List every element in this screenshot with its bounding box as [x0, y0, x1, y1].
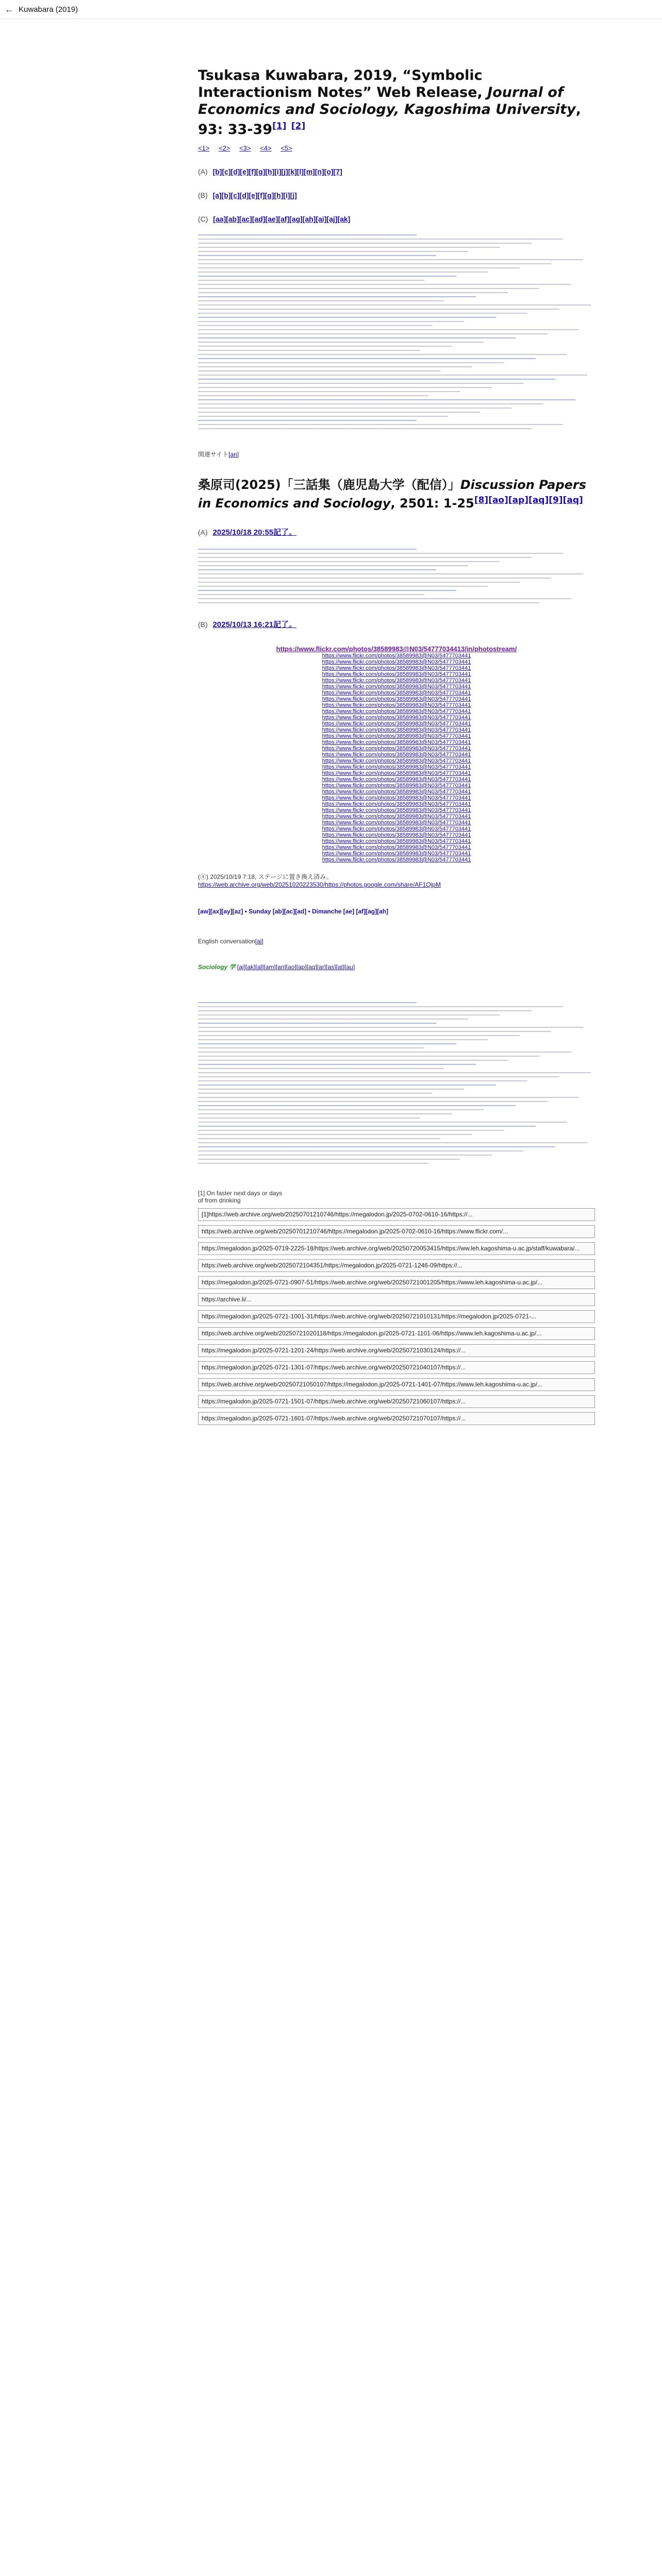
text-line	[198, 317, 496, 318]
date-tag: (B)	[198, 620, 208, 629]
back-arrow-icon[interactable]: ←	[5, 4, 14, 14]
text-line	[198, 573, 583, 574]
archive-box[interactable]: https://megalodon.jp/2025-0721-1201-24/https://web.archive.org/web/20250721030124/https://...	[198, 1344, 595, 1357]
text-line	[198, 565, 468, 566]
section-tag: (B)	[198, 191, 208, 199]
section-a	[198, 167, 595, 176]
text-line	[198, 292, 508, 293]
text-line	[198, 1134, 472, 1135]
flickr-link[interactable]: https://www.flickr.com/photos/38589983@N03/5477703441	[322, 733, 471, 739]
text-line	[198, 1138, 440, 1139]
text-line	[198, 354, 567, 355]
text-line	[198, 383, 523, 384]
text-line	[198, 304, 591, 306]
section-links[interactable]: [aa][ab][ac][ad][ae][af][ag][ah][ai][aj][ak]	[213, 215, 351, 223]
text-line	[198, 1039, 488, 1040]
flickr-link[interactable]: https://www.flickr.com/photos/38589983@N03/5477703441	[322, 776, 471, 783]
journal-name: Journal of Economics and Sociology, Kagoshima University	[198, 84, 576, 117]
dense-text-block	[198, 234, 595, 429]
annotation-sub: of from drinking	[198, 1197, 241, 1204]
flickr-link[interactable]: https://www.flickr.com/photos/38589983@N03/5477703441	[322, 801, 471, 807]
text-line	[198, 321, 464, 322]
text-line	[198, 549, 417, 550]
text-line	[198, 412, 480, 413]
flickr-link-list	[198, 645, 595, 863]
text-line	[198, 1014, 500, 1015]
flickr-head-link[interactable]: https://www.flickr.com/photos/38589983@N03/54777034413/in/photostream/	[276, 645, 517, 653]
text-line	[198, 342, 484, 343]
flickr-link[interactable]: https://www.flickr.com/photos/38589983@N03/5477703441	[322, 857, 471, 863]
text-line	[198, 1023, 436, 1024]
text-line	[198, 1126, 536, 1127]
related-label: 関連サイト	[198, 451, 229, 458]
text-line	[198, 1150, 523, 1151]
related-footnote-link[interactable]: [an]	[228, 451, 239, 458]
nav-link-2[interactable]: <2>	[219, 144, 230, 152]
flickr-link[interactable]: https://www.flickr.com/photos/38589983@N03/5477703441	[322, 832, 471, 838]
chats-line	[198, 908, 595, 915]
text-line	[198, 247, 500, 248]
text-line	[198, 1080, 527, 1081]
archive-box[interactable]: [1]https://web.archive.org/web/20250701210746/https://megalodon.jp/2025-0702-0610-16/https://...	[198, 1208, 595, 1221]
text-line	[198, 399, 575, 400]
text-line	[198, 395, 428, 396]
archive-box[interactable]: https://web.archive.org/web/20250721050107/https://megalodon.jp/2025-0721-1401-07/https://www.leh.kagoshima-u.ac.jp/...	[198, 1378, 595, 1391]
flickr-link[interactable]: https://www.flickr.com/photos/38589983@N03/5477703441	[322, 758, 471, 764]
archive-box[interactable]: https://megalodon.jp/2025-0721-1001-31/https://web.archive.org/web/20250721010131/https://megalodon.jp/2025-0721-...	[198, 1310, 595, 1323]
paper2-journal: Discussion Papers in Economics and Sociology	[198, 478, 587, 511]
sociology-label: Sociology 学	[198, 963, 236, 971]
text-line	[198, 362, 504, 363]
text-line	[198, 590, 456, 591]
footnote-link-2[interactable]: [2]	[291, 121, 306, 131]
flickr-link[interactable]: https://www.flickr.com/photos/38589983@N03/5477703441	[322, 727, 471, 733]
section-links[interactable]: [a][b][c][d][e][f][g][h][i][j]	[212, 191, 297, 199]
text-line	[198, 598, 571, 599]
flickr-link[interactable]: https://www.flickr.com/photos/38589983@N03/5477703441	[322, 665, 471, 671]
text-line	[198, 1047, 424, 1048]
flickr-link[interactable]: https://www.flickr.com/photos/38589983@N03/5477703441	[322, 770, 471, 776]
article-column	[198, 67, 595, 1425]
text-line	[198, 1101, 548, 1102]
date-entry-a	[198, 527, 595, 537]
title-text-a: Tsukasa Kuwabara, 2019, “Symbolic Interactionism Notes” Web Release,	[198, 67, 488, 100]
paper2-text-b: , 2501: 1-25	[390, 496, 474, 511]
text-line	[198, 243, 532, 244]
text-line	[198, 1019, 468, 1020]
archive-box[interactable]: https://megalodon.jp/2025-0721-1601-07/https://web.archive.org/web/20250721070107/https://...	[198, 1412, 595, 1425]
text-line	[198, 300, 444, 301]
flickr-link[interactable]: https://www.flickr.com/photos/38589983@N03/5477703441	[322, 764, 471, 770]
text-line	[198, 1010, 532, 1011]
text-line	[198, 239, 563, 240]
text-line	[198, 1027, 583, 1028]
flickr-link[interactable]: https://www.flickr.com/photos/38589983@N03/5477703441	[322, 696, 471, 702]
section-b	[198, 191, 595, 199]
text-line	[198, 1006, 563, 1007]
text-line	[198, 557, 532, 558]
text-line	[198, 561, 500, 562]
section-c	[198, 215, 595, 223]
text-line	[198, 370, 440, 371]
text-line	[198, 329, 579, 330]
text-line	[198, 1146, 555, 1147]
sociology-footnotes[interactable]: [aj][ak][al][am][an][ao][ap][aq][ar][as][at][au]	[237, 963, 355, 971]
archive-box[interactable]: https://archive.li/...	[198, 1293, 595, 1306]
text-line	[198, 1072, 591, 1073]
text-line	[198, 276, 456, 277]
text-line	[198, 255, 436, 256]
text-line	[198, 1093, 432, 1094]
text-line	[198, 251, 468, 252]
text-line	[198, 1064, 476, 1065]
text-line	[198, 1159, 460, 1160]
annotation-head	[198, 1190, 595, 1204]
flickr-link[interactable]: https://www.flickr.com/photos/38589983@N03/5477703441	[322, 721, 471, 727]
archive-box[interactable]: https://web.archive.org/web/20250701210746/https://megalodon.jp/2025-0702-0610-16/https://www.flickr.com/...	[198, 1225, 595, 1238]
nav-link-5[interactable]: <5>	[280, 144, 292, 152]
text-line	[198, 1089, 464, 1090]
text-line	[198, 1076, 559, 1077]
text-line	[198, 1060, 508, 1061]
text-line	[198, 309, 559, 310]
flickr-link[interactable]: https://www.flickr.com/photos/38589983@N03/5477703441	[322, 684, 471, 690]
text-line	[198, 1097, 579, 1098]
sociology-line	[198, 962, 595, 971]
flickr-note	[198, 872, 595, 888]
flickr-link[interactable]: https://www.flickr.com/photos/38589983@N03/5477703441	[322, 807, 471, 814]
archive-box-list	[198, 1208, 595, 1425]
text-line	[198, 586, 488, 587]
text-line	[198, 375, 587, 376]
text-line	[198, 403, 543, 404]
annotation-title: [1] On faster next days or days	[198, 1190, 283, 1197]
text-line	[198, 1043, 456, 1044]
section-tag: (C)	[198, 215, 208, 223]
top-bar	[0, 0, 662, 19]
text-line	[198, 1113, 452, 1114]
archive-box[interactable]: https://megalodon.jp/2025-0721-1301-07/https://web.archive.org/web/20250721040107/https://...	[198, 1361, 595, 1374]
text-line	[198, 280, 424, 281]
text-line	[198, 259, 583, 260]
text-line	[198, 284, 571, 285]
flickr-link[interactable]: https://www.flickr.com/photos/38589983@N03/5477703441	[322, 844, 471, 851]
flickr-link[interactable]: https://www.flickr.com/photos/38589983@N03/5477703441	[322, 783, 471, 789]
nav-link-3[interactable]: <3>	[239, 144, 251, 152]
text-line	[198, 578, 551, 579]
paper2-text-a: 桑原司(2025)「三話集（鹿児島大学（配信）」	[198, 478, 460, 492]
text-line	[198, 1117, 420, 1118]
text-line	[198, 288, 539, 289]
flickr-link[interactable]: https://www.flickr.com/photos/38589983@N03/5477703441	[322, 795, 471, 801]
section-nav	[198, 144, 595, 152]
text-line	[198, 263, 551, 264]
flickr-link[interactable]: https://www.flickr.com/photos/38589983@N03/5477703441	[322, 789, 471, 795]
reference-block	[198, 1002, 595, 1164]
archive-box[interactable]: https://web.archive.org/web/20250721020118/https://megalodon.jp/2025-0721-1101-06/https://www.leh.kagoshima-u.ac.jp/...	[198, 1327, 595, 1340]
date-link[interactable]: 2025/10/18 20:55記了。	[212, 528, 297, 537]
archive-box[interactable]: https://megalodon.jp/2025-0721-0907-51/https://web.archive.org/web/20250721001205/https://www.leh.kagoshima-u.ac.jp/...	[198, 1276, 595, 1289]
text-line	[198, 1109, 484, 1110]
paper2-footnotes[interactable]: [8][ao][ap][aq][9][aq]	[474, 495, 583, 505]
text-line	[198, 325, 432, 326]
text-line	[198, 346, 452, 347]
english-label: English conversation	[198, 938, 255, 945]
text-line	[198, 1142, 587, 1143]
flickr-link[interactable]: https://www.flickr.com/photos/38589983@N03/5477703441	[322, 739, 471, 745]
text-line	[198, 569, 436, 570]
flickr-note-link[interactable]: https://web.archive.org/web/20251020223530/https://photos.google.com/share/AF1QipM	[198, 881, 441, 888]
text-line	[198, 1084, 496, 1086]
nav-link-1[interactable]: <1>	[198, 144, 210, 152]
text-line	[198, 350, 420, 351]
text-line	[198, 594, 424, 595]
text-line	[198, 1068, 444, 1069]
text-line	[198, 366, 472, 367]
text-line	[198, 313, 527, 314]
chats-links[interactable]: [aw][ax][ay][az] • Sunday [ab][ac][ad] • Dimanche [ae] [af][ag][ah]	[198, 908, 389, 915]
flickr-link[interactable]: https://www.flickr.com/photos/38589983@N03/5477703441	[322, 702, 471, 708]
flickr-link[interactable]: https://www.flickr.com/photos/38589983@N03/5477703441	[322, 838, 471, 844]
text-line	[198, 1035, 520, 1036]
title-text-b: , 93: 33-39	[198, 101, 581, 138]
flickr-link[interactable]: https://www.flickr.com/photos/38589983@N03/5477703441	[322, 690, 471, 696]
text-line	[198, 333, 548, 334]
footnote-link-1[interactable]: [1]	[272, 121, 287, 131]
archive-box[interactable]: https://web.archive.org/web/2025072104351/https://megalodon.jp/2025-0721-1246-09/https://...	[198, 1259, 595, 1272]
text-line	[198, 296, 476, 297]
text-line	[198, 379, 555, 380]
text-line	[198, 1052, 571, 1053]
archive-box[interactable]: https://megalodon.jp/2025-0719-2225-18/https://web.archive.org/web/20250720053415/https://ww.leh.kagoshima-u.ac.jp/staff/kuwabara/...	[198, 1242, 595, 1255]
text-line	[198, 582, 520, 583]
flickr-note-text: (④) 2025/10/19 7:18, ステージに置き換え済み。	[198, 873, 333, 880]
page-title	[198, 67, 595, 138]
flickr-link[interactable]: https://www.flickr.com/photos/38589983@N03/5477703441	[322, 659, 471, 665]
date-tag: (A)	[198, 528, 208, 536]
flickr-link[interactable]: https://www.flickr.com/photos/38589983@N03/5477703441	[322, 752, 471, 758]
text-line	[198, 267, 520, 268]
flickr-link[interactable]: https://www.flickr.com/photos/38589983@N03/5477703441	[322, 814, 471, 820]
flickr-link[interactable]: https://www.flickr.com/photos/38589983@N03/5477703441	[322, 653, 471, 659]
english-conversation	[198, 938, 595, 945]
flickr-link[interactable]: https://www.flickr.com/photos/38589983@N03/5477703441	[322, 715, 471, 721]
text-line	[198, 553, 563, 554]
flickr-link[interactable]: https://www.flickr.com/photos/38589983@N03/5477703441	[322, 820, 471, 826]
section-tag: (A)	[198, 167, 208, 176]
text-line	[198, 1002, 417, 1003]
date-entry-b	[198, 619, 595, 630]
page-tab-title: Kuwabara (2019)	[19, 5, 78, 14]
text-line	[198, 416, 448, 417]
nav-link-4[interactable]: <4>	[260, 144, 272, 152]
text-line	[198, 424, 563, 425]
text-line	[198, 1056, 539, 1057]
text-line	[198, 1105, 516, 1106]
flickr-link[interactable]: https://www.flickr.com/photos/38589983@N03/5477703441	[322, 677, 471, 684]
text-line	[198, 1163, 428, 1164]
text-line	[198, 387, 492, 388]
text-line	[198, 1122, 567, 1123]
archive-box[interactable]: https://megalodon.jp/2025-0721-1501-07/https://web.archive.org/web/20250721060107/https://...	[198, 1395, 595, 1408]
text-line	[198, 234, 417, 235]
text-line	[198, 602, 539, 603]
english-footnote[interactable]: [ai]	[255, 938, 263, 945]
text-line	[198, 1130, 504, 1131]
link-list-block	[198, 549, 595, 603]
text-line	[198, 408, 511, 409]
text-line	[198, 1031, 551, 1032]
text-line	[198, 420, 417, 421]
text-line	[198, 358, 536, 359]
date-link[interactable]: 2025/10/13 16:21記了。	[212, 620, 297, 629]
second-paper-title	[198, 477, 595, 511]
related-sites	[198, 450, 595, 459]
text-line	[198, 337, 516, 338]
text-line	[198, 428, 532, 429]
flickr-link[interactable]: https://www.flickr.com/photos/38589983@N03/5477703441	[322, 851, 471, 857]
section-links[interactable]: [b][c][d][e][f][g][h][i][j][k][l][m][n][o][7]	[212, 167, 342, 176]
text-line	[198, 272, 488, 273]
flickr-link[interactable]: https://www.flickr.com/photos/38589983@N03/5477703441	[322, 826, 471, 832]
text-line	[198, 1155, 492, 1156]
text-line	[198, 391, 460, 392]
flickr-link[interactable]: https://www.flickr.com/photos/38589983@N03/5477703441	[322, 745, 471, 752]
flickr-link[interactable]: https://www.flickr.com/photos/38589983@N03/5477703441	[322, 708, 471, 715]
flickr-link[interactable]: https://www.flickr.com/photos/38589983@N03/5477703441	[322, 671, 471, 677]
